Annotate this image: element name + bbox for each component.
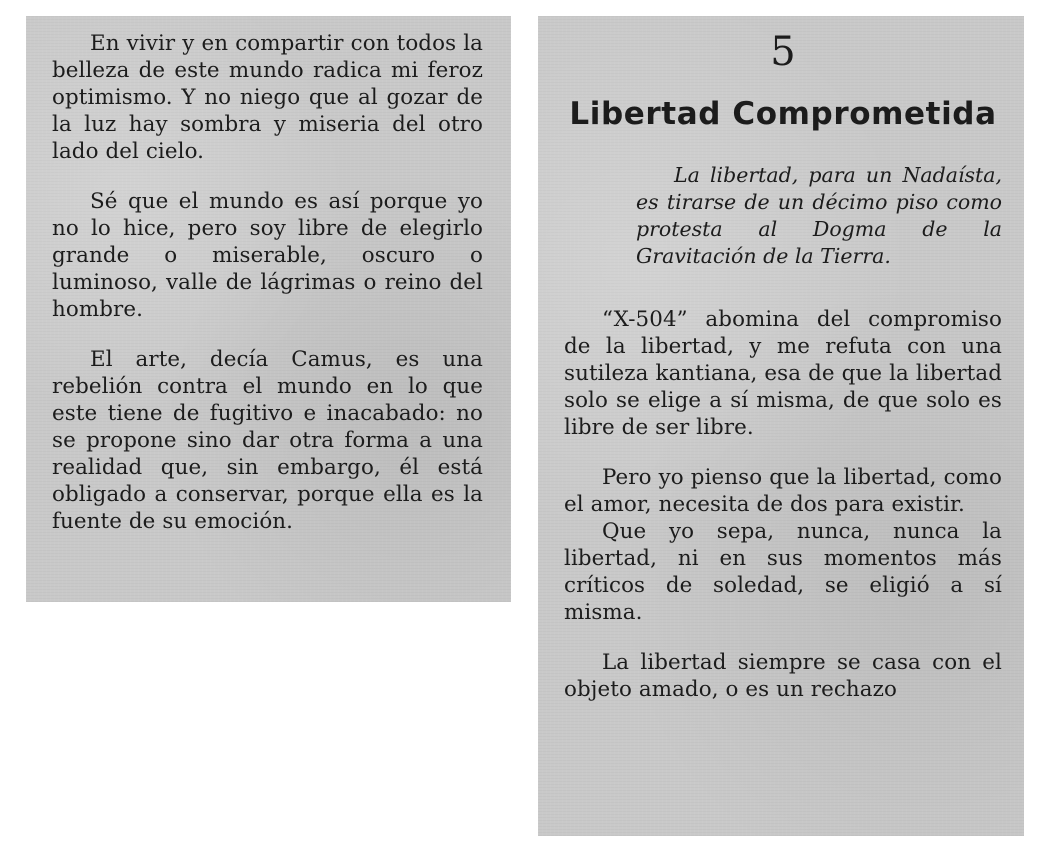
left-clipping	[26, 16, 511, 602]
right-paragraph-1: “X-504” abomina del compromiso de la libertad, y me refuta con una sutileza kantiana, esa de que la libertad solo se elige a sí misma, de que solo es libre de ser libre.	[564, 307, 1002, 440]
article-title: Libertad Comprometida	[569, 96, 997, 132]
right-clipping	[538, 16, 1024, 836]
page-number: 5	[770, 29, 796, 75]
right-paragraph-2: Pero yo pienso que la libertad, como el amor, necesita de dos para existir.	[564, 465, 1002, 517]
left-paragraph-3: El arte, decía Camus, es una rebelión contra el mundo en lo que este tiene de fugitivo e inacabado: no se propone sino dar otra forma a una realidad que, sin embargo, él está obligado a conservar, porque ella es la fuente de su emoción.	[52, 347, 483, 534]
left-paragraph-1: En vivir y en compartir con todos la belleza de este mundo radica mi feroz optimismo. Y no niego que al gozar de la luz hay sombra y miseria del otro lado del cielo.	[52, 31, 483, 164]
epigraph: La libertad, para un Nadaísta, es tirarse de un décimo piso como protesta al Dogma de la Gravitación de la Tierra.	[636, 163, 1002, 268]
article-body	[564, 306, 1002, 703]
right-paragraph-4: La libertad siempre se casa con el objeto amado, o es un rechazo	[564, 650, 1002, 702]
right-paragraph-3: Que yo sepa, nunca, nunca la libertad, ni en sus momentos más críticos de soledad, se eligió a sí misma.	[564, 519, 1002, 625]
left-paragraph-2: Sé que el mundo es así porque yo no lo hice, pero soy libre de elegirlo grande o miserable, oscuro o luminoso, valle de lágrimas o reino del hombre.	[52, 189, 483, 322]
